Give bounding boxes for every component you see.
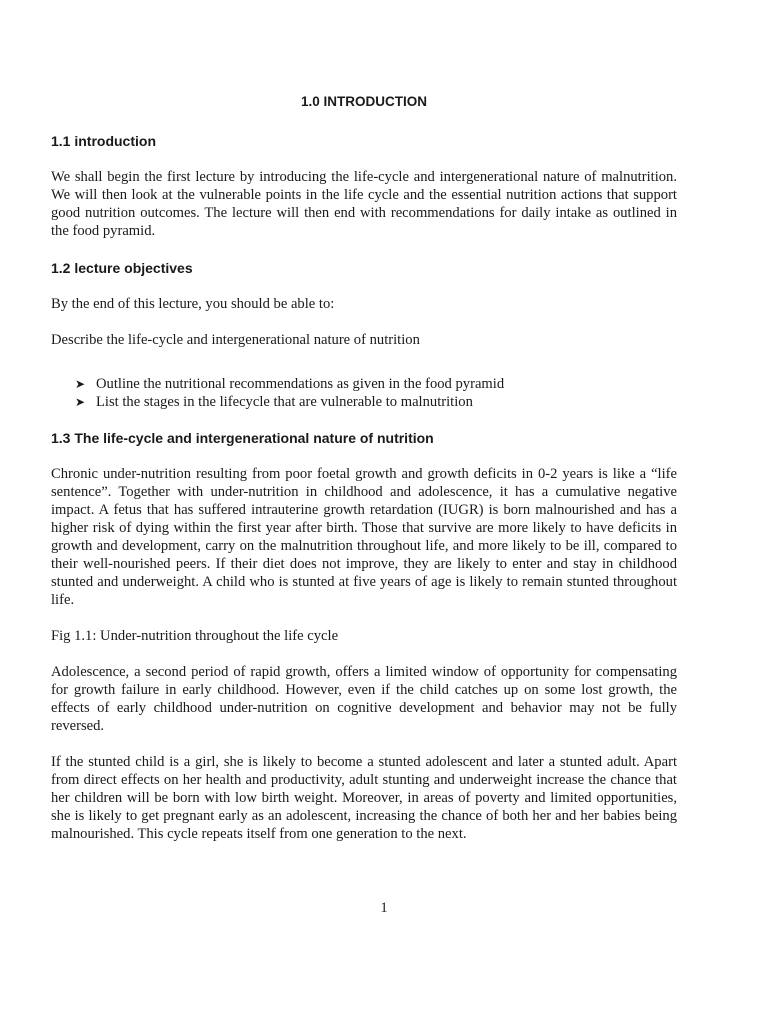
section-heading-objectives: 1.2 lecture objectives bbox=[51, 260, 193, 276]
objectives-bullet-list bbox=[51, 375, 677, 411]
section-heading-lifecycle: 1.3 The life-cycle and intergenerational nature of nutrition bbox=[51, 430, 434, 446]
document-page bbox=[51, 92, 677, 861]
bullet-item bbox=[75, 393, 677, 411]
lifecycle-paragraph-2: Adolescence, a second period of rapid growth, offers a limited window of opportunity for compensating for growth failure in early childhood. However, even if the child catches up on some lost growth, the effects of early childhood under-nutrition on cognitive development and behavior may not be fully reversed. bbox=[51, 664, 677, 734]
arrowhead-bullet-icon: ➤ bbox=[75, 395, 86, 409]
lifecycle-paragraph-3: If the stunted child is a girl, she is likely to become a stunted adolescent and later a stunted adult. Apart from direct effects on her health and productivity, adult stunting and underweight increase the chance that her children will be born with low birth weight. Moreover, in areas of poverty and limited opportunities, she is likely to get pregnant early as an adolescent, increasing the chance of both her and her babies being malnourished. This cycle repeats itself from one generation to the next. bbox=[51, 754, 677, 842]
page-number: 1 bbox=[380, 900, 388, 916]
objective-item: Describe the life-cycle and intergenerational nature of nutrition bbox=[51, 332, 420, 348]
section-heading-introduction: 1.1 introduction bbox=[51, 133, 156, 149]
bullet-text: List the stages in the lifecycle that are vulnerable to malnutrition bbox=[96, 394, 473, 410]
figure-caption: Fig 1.1: Under-nutrition throughout the life cycle bbox=[51, 628, 339, 644]
bullet-item bbox=[75, 375, 677, 393]
arrowhead-bullet-icon: ➤ bbox=[75, 377, 86, 391]
bullet-text: Outline the nutritional recommendations as given in the food pyramid bbox=[96, 376, 505, 392]
objectives-lead-text: By the end of this lecture, you should be able to: bbox=[51, 296, 335, 312]
lifecycle-paragraph-1: Chronic under-nutrition resulting from poor foetal growth and growth deficits in 0-2 years is like a “life sentence”. Together with under-nutrition in childhood and adolescence, it has a cumulative negative impact. A fetus that has suffered intrauterine growth retardation (IUGR) is born malnourished and has a higher risk of dying within the first year after birth. Those that survive are more likely to have deficits in growth and development, carry on the malnutrition throughout life, and more likely to be ill, compared to their well-nourished peers. If their diet does not improve, they are likely to enter and stay in childhood stunted and underweight. A child who is stunted at five years of age is likely to remain stunted throughout life. bbox=[51, 466, 677, 608]
document-title: 1.0 INTRODUCTION bbox=[300, 94, 427, 109]
introduction-paragraph: We shall begin the first lecture by introducing the life-cycle and intergenerational nature of malnutrition. We will then look at the vulnerable points in the life cycle and the essential nutrition actions that support good nutrition outcomes. The lecture will then end with recommendations for daily intake as outlined in the food pyramid. bbox=[51, 169, 677, 239]
